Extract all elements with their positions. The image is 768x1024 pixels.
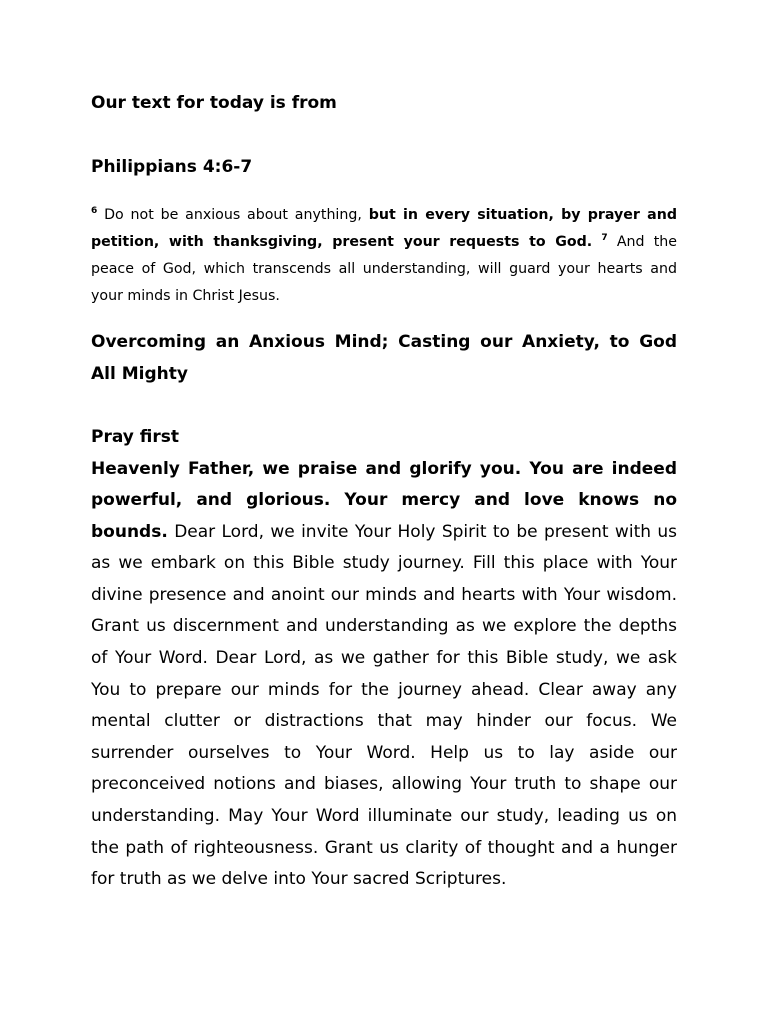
verse-6-bold-text: but in every situation, by prayer and petition, with thanksgiving, present your requests to God.: [91, 207, 677, 250]
verse-6-number: 6: [91, 206, 98, 216]
scripture-reference: Philippians 4:6-7: [91, 157, 253, 177]
intro-line: Our text for today is from: [91, 93, 337, 113]
prayer-heading: Pray first: [91, 427, 180, 447]
verse-6-plain-text: Do not be anxious about anything,: [104, 207, 362, 223]
verse-7-text: And the peace of God, which transcends all understanding, will guard your hearts and your minds in Christ Jesus.: [91, 234, 678, 304]
prayer-paragraph: [91, 454, 677, 896]
section-title: Overcoming an Anxious Mind; Casting our Anxiety, to God All Mighty: [91, 332, 677, 384]
prayer-bold-opening: Heavenly Father, we praise and glorify you. You are indeed powerful, and glorious. Your mercy and love knows no bounds.: [91, 458, 677, 542]
verse-7-number: 7: [601, 233, 608, 243]
scripture-verse: [91, 202, 677, 310]
prayer-body-text: Dear Lord, we invite Your Holy Spirit to be present with us as we embark on this Bible study journey. Fill this place with Your divine presence and anoint our minds and hearts with Your wisdom. Grant us discernment and understanding as we explore the depths of Your Word. Dear Lord, as we gather for this Bible study, we ask You to prepare our minds for the journey ahead. Clear away any mental clutter or distractions that may hinder our focus. We surrender ourselves to Your Word. Help us to lay aside our preconceived notions and biases, allowing Your truth to shape our understanding. May Your Word illuminate our study, leading us on the path of righteousness. Grant us clarity of thought and a hunger for truth as we delve into Your sacred Scriptures.: [91, 521, 678, 890]
